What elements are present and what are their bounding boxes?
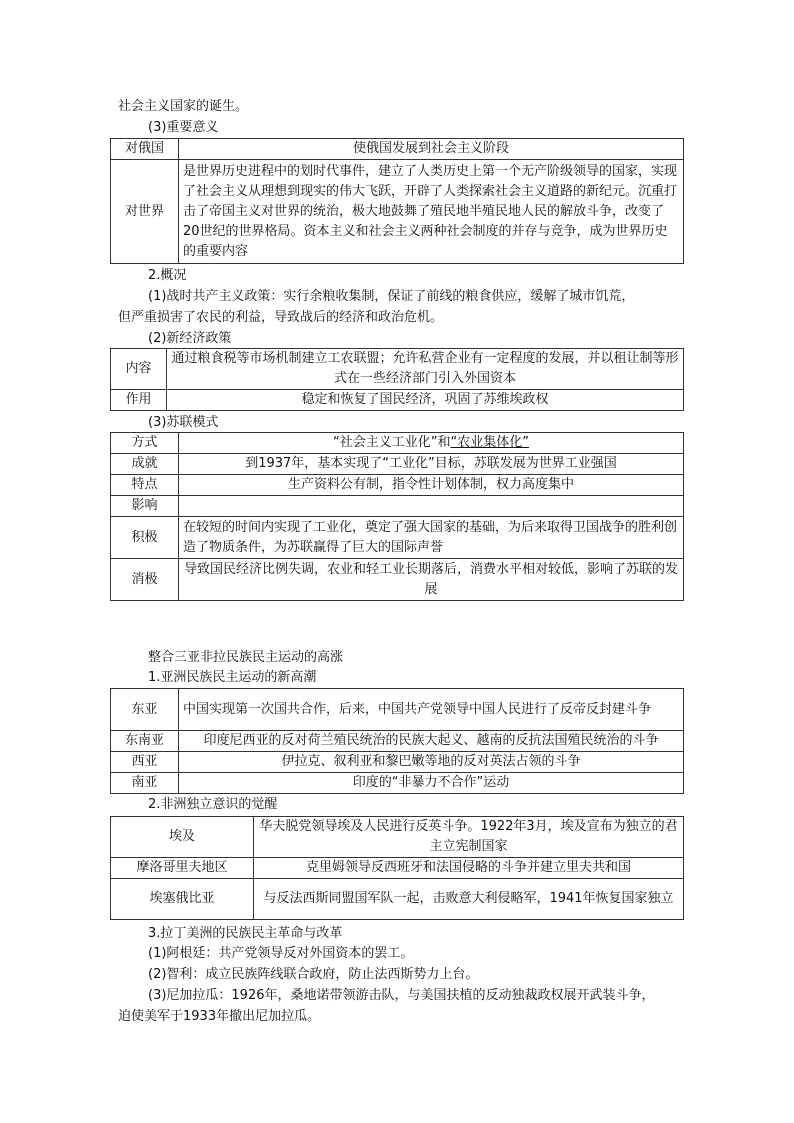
chile-line: (2)智利：成立民族阵线联合政府，防止法西斯势力上台。 <box>148 967 479 982</box>
africa-heading: 2.非洲独立意识的觉醒 <box>148 797 278 812</box>
table-row <box>111 689 684 731</box>
table-row <box>111 879 684 920</box>
africa-table <box>110 816 684 920</box>
soviet-model-heading: (3)苏联模式 <box>148 415 219 430</box>
row-label: 对世界 <box>111 160 179 264</box>
row-content: 伊拉克、叙利亚和黎巴嫩等地的反对英法占领的斗争 <box>179 752 684 773</box>
table-row <box>111 349 684 390</box>
asia-heading: 1.亚洲民族民主运动的新高潮 <box>148 670 317 685</box>
war-communism-line2: 但严重损害了农民的利益，导致战后的经济和政治危机。 <box>118 310 444 325</box>
table-row <box>111 475 684 496</box>
latin-america-heading: 3.拉丁美洲的民族民主革命与改革 <box>148 926 343 941</box>
row-content: 在较短的时间内实现了工业化，奠定了强大国家的基础，为后来取得卫国战争的胜利创造了物质条件，为苏联赢得了巨大的国际声誉 <box>179 517 684 559</box>
table-row <box>111 817 684 858</box>
row-content: 印度尼西亚的反对荷兰殖民统治的民族大起义、越南的反抗法国殖民统治的斗争 <box>179 731 684 752</box>
method-collectivization: “农业集体化” <box>450 435 529 450</box>
row-content: 是世界历史进程中的划时代事件，建立了人类历史上第一个无产阶级领导的国家，实现了社会主义从理想到现实的伟大飞跃，开辟了人类探索社会主义道路的新纪元。沉重打击了帝国主义对世界的统治，极大地鼓舞了殖民地半殖民地人民的解放斗争，改变了20世纪的世界格局。资本主义和社会主义两种社会制度的并存与竞争，成为世界历史的重要内容 <box>179 160 684 264</box>
table-row <box>111 496 684 517</box>
argentina-line: (1)阿根廷：共产党领导反对外国资本的罢工。 <box>148 946 414 961</box>
row-label: 西亚 <box>111 752 179 773</box>
table-row <box>111 433 684 454</box>
table-row <box>111 858 684 879</box>
row-content: 导致国民经济比例失调，农业和轻工业长期落后，消费水平相对较低，影响了苏联的发展 <box>179 559 684 601</box>
row-content: 华夫脱党领导埃及人民进行反英斗争。1922年3月，埃及宣布为独立的君主立宪制国家 <box>254 817 684 858</box>
row-label: 南亚 <box>111 773 179 794</box>
row-label: 作用 <box>111 390 167 411</box>
table-row <box>111 731 684 752</box>
row-label: 影响 <box>111 496 179 517</box>
row-content: 稳定和恢复了国民经济，巩固了苏维埃政权 <box>167 390 684 411</box>
war-communism-line1: (1)战时共产主义政策：实行余粮收集制，保证了前线的粮食供应，缓解了城市饥荒， <box>148 289 635 304</box>
nicaragua-line1: (3)尼加拉瓜：1926年，桑地诺带领游击队，与美国扶植的反动独裁政权展开武装斗争， <box>148 988 655 1003</box>
row-label: 对俄国 <box>111 139 179 160</box>
row-content: 通过粮食税等市场机制建立工农联盟；允许私营企业有一定程度的发展，并以租让制等形式在一些经济部门引入外国资本 <box>167 349 684 390</box>
intro-text: 社会主义国家的诞生。 <box>118 99 249 114</box>
asia-table <box>110 688 684 794</box>
nicaragua-line2: 迫使美军于1933年撤出尼加拉瓜。 <box>118 1009 321 1024</box>
table-row <box>111 454 684 475</box>
table-row <box>111 139 684 160</box>
row-label: 成就 <box>111 454 179 475</box>
table-row <box>111 773 684 794</box>
table-row <box>111 559 684 601</box>
method-industrialization: “社会主义工业化”和 <box>333 435 451 450</box>
row-label: 方式 <box>111 433 179 454</box>
significance-heading: (3)重要意义 <box>148 120 219 135</box>
row-label: 埃塞俄比亚 <box>111 879 254 920</box>
table-row <box>111 517 684 559</box>
row-label: 内容 <box>111 349 167 390</box>
table-row <box>111 752 684 773</box>
row-label: 特点 <box>111 475 179 496</box>
row-label: 埃及 <box>111 817 254 858</box>
section3-title: 整合三亚非拉民族民主运动的高涨 <box>148 650 344 665</box>
row-content: 到1937年，基本实现了“工业化”目标，苏联发展为世界工业强国 <box>179 454 684 475</box>
row-content: 印度的“非暴力不合作”运动 <box>179 773 684 794</box>
nep-heading: (2)新经济政策 <box>148 331 232 346</box>
nep-table <box>110 348 684 411</box>
row-content <box>179 433 684 454</box>
row-content: 与反法西斯同盟国军队一起，击败意大利侵略军，1941年恢复国家独立 <box>254 879 684 920</box>
row-content-empty <box>179 496 684 517</box>
table-row <box>111 390 684 411</box>
row-content: 中国实现第一次国共合作，后来，中国共产党领导中国人民进行了反帝反封建斗争 <box>179 689 684 731</box>
table-row <box>111 160 684 264</box>
row-label: 摩洛哥里夫地区 <box>111 858 254 879</box>
row-label: 消极 <box>111 559 179 601</box>
row-content: 使俄国发展到社会主义阶段 <box>179 139 684 160</box>
row-content: 克里姆领导反西班牙和法国侵略的斗争并建立里夫共和国 <box>254 858 684 879</box>
row-content: 生产资料公有制，指令性计划体制，权力高度集中 <box>179 475 684 496</box>
row-label: 东南亚 <box>111 731 179 752</box>
soviet-model-table <box>110 432 684 601</box>
row-label: 积极 <box>111 517 179 559</box>
row-label: 东亚 <box>111 689 179 731</box>
significance-table <box>110 138 684 264</box>
overview-heading: 2.概况 <box>148 268 187 283</box>
